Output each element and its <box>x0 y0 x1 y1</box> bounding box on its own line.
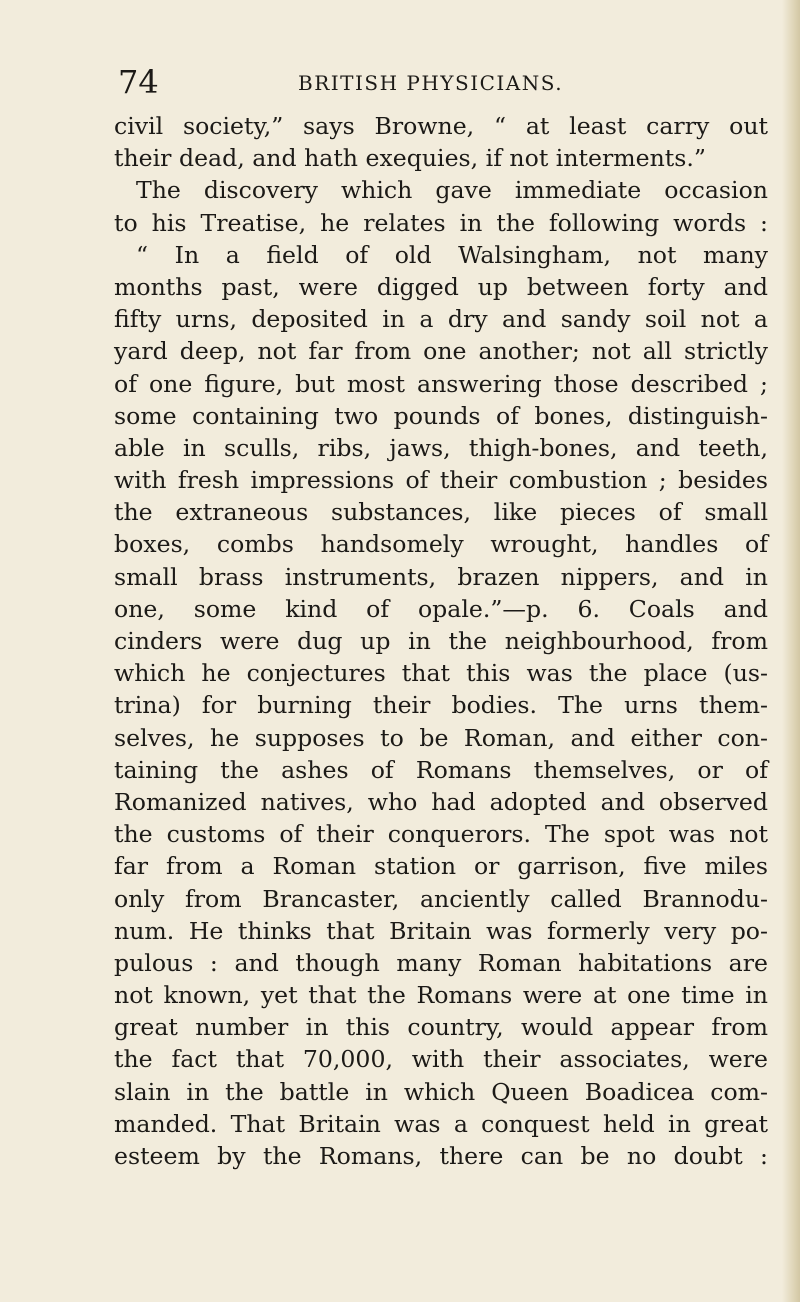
page-header <box>118 60 718 104</box>
text-line: num. He thinks that Britain was formerly very po- <box>114 916 768 945</box>
text-line: the extraneous substances, like pieces of small <box>114 498 768 527</box>
text-line: taining the ashes of Romans themselves, or of <box>114 755 768 784</box>
text-line: with fresh impressions of their combustion ; besides <box>114 466 768 495</box>
text-line: the fact that 70,000, with their associates, were <box>114 1045 768 1074</box>
text-line: of one figure, but most answering those described ; <box>114 369 768 398</box>
text-line: far from a Roman station or garrison, five miles <box>114 852 768 881</box>
text-line: able in sculls, ribs, jaws, thigh-bones, and teeth, <box>114 433 768 462</box>
text-line: to his Treatise, he relates in the following words : <box>114 208 768 237</box>
text-line: some containing two pounds of bones, distinguish- <box>114 401 768 430</box>
body-text <box>114 110 768 1172</box>
text-line: pulous : and though many Roman habitations are <box>114 948 768 977</box>
text-line: The discovery which gave immediate occasion <box>136 176 768 205</box>
text-line: the customs of their conquerors. The spot was not <box>114 820 768 849</box>
text-line: fifty urns, deposited in a dry and sandy soil not a <box>114 305 768 334</box>
text-line: “ In a field of old Walsingham, not many <box>136 240 768 269</box>
text-line: one, some kind of opale.”—p. 6. Coals and <box>114 594 768 623</box>
text-line: months past, were digged up between forty and <box>114 272 768 301</box>
text-line: only from Brancaster, anciently called Brannodu- <box>114 884 768 913</box>
text-line: yard deep, not far from one another; not all strictly <box>114 337 768 366</box>
text-line: great number in this country, would appear from <box>114 1013 768 1042</box>
text-line: their dead, and hath exequies, if not interments.” <box>114 144 706 173</box>
text-line: trina) for burning their bodies. The urns them- <box>114 691 768 720</box>
text-line: manded. That Britain was a conquest held in great <box>114 1109 768 1138</box>
text-line: esteem by the Romans, there can be no doubt : <box>114 1142 768 1170</box>
running-head: BRITISH PHYSICIANS. <box>298 71 564 95</box>
page-number: 74 <box>118 63 159 101</box>
text-line: cinders were dug up in the neighbourhood, from <box>114 627 768 655</box>
text-line: selves, he supposes to be Roman, and either con- <box>114 723 768 752</box>
text-line: boxes, combs handsomely wrought, handles of <box>114 530 768 559</box>
text-line: small brass instruments, brazen nippers, and in <box>114 562 768 591</box>
text-line: civil society,” says Browne, “ at least carry out <box>114 112 768 140</box>
text-line: which he conjectures that this was the place (us- <box>114 659 768 688</box>
page-edge-shadow <box>782 0 800 1302</box>
text-line: not known, yet that the Romans were at one time in <box>114 981 768 1010</box>
text-line: Romanized natives, who had adopted and observed <box>114 787 768 816</box>
text-line: slain in the battle in which Queen Boadicea com- <box>114 1077 768 1106</box>
